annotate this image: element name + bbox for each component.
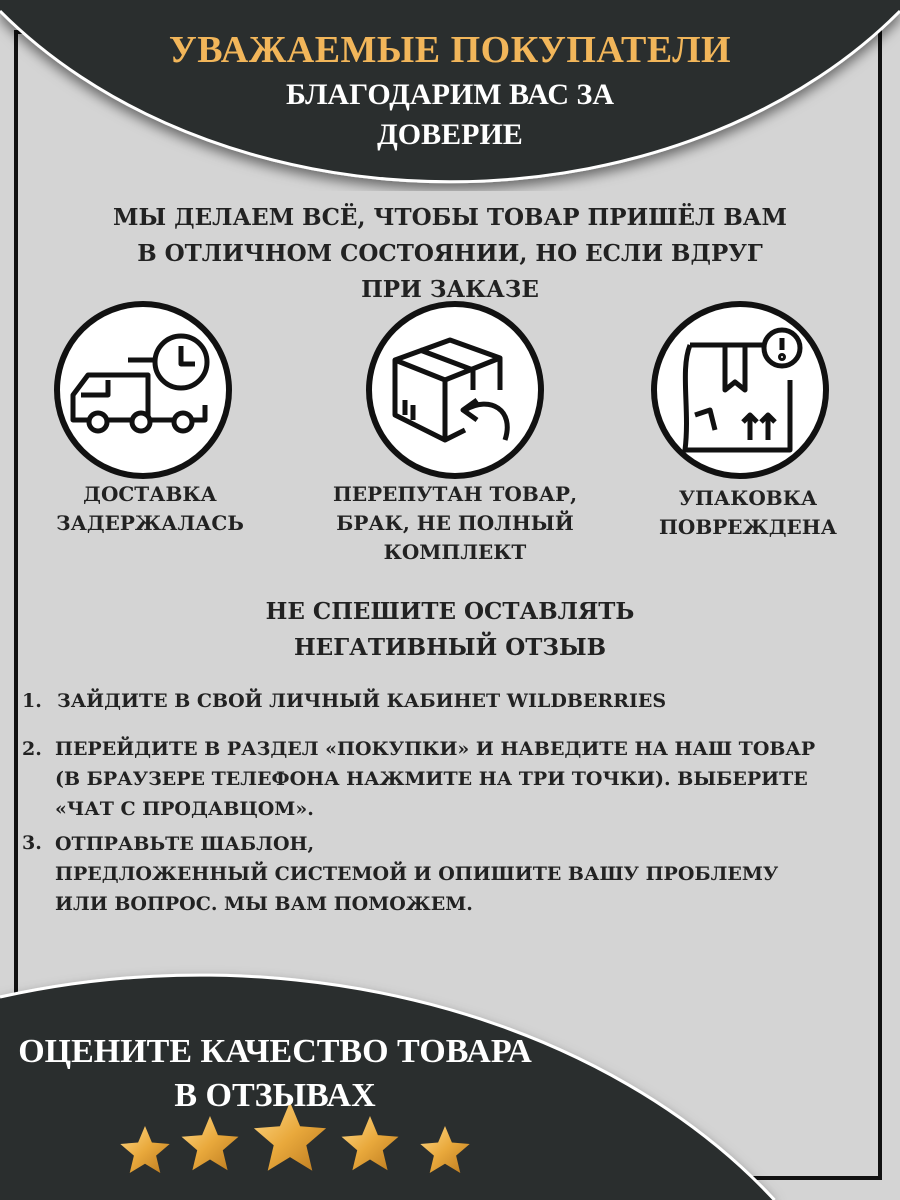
step-line: ОТПРАВЬТЕ ШАБЛОН, (55, 833, 315, 855)
intro-line: В ОТЛИЧНОМ СОСТОЯНИИ, НО ЕСЛИ ВДРУГ (137, 240, 763, 267)
caption-line: ПЕРЕПУТАН ТОВАР, (332, 482, 578, 506)
caption-line: ЗАДЕРЖАЛАСЬ (56, 511, 244, 535)
subtitle-line: БЛАГОДАРИМ ВАС ЗА (285, 78, 615, 111)
step-number: 1. (22, 690, 42, 712)
warning-heading (0, 594, 900, 666)
subtitle-line: ДОВЕРИЕ (377, 118, 523, 151)
step-text (57, 686, 666, 716)
intro-line: ПРИ ЗАКАЗЕ (361, 276, 539, 303)
problem-caption (0, 480, 300, 538)
step-line: ЗАЙДИТЕ В СВОЙ ЛИЧНЫЙ КАБИНЕТ WILDBERRIES (57, 690, 667, 712)
box-return-icon (365, 300, 545, 480)
warning-line: НЕГАТИВНЫЙ ОТЗЫВ (293, 634, 607, 661)
intro-line: МЫ ДЕЛАЕМ ВСЁ, ЧТОБЫ ТОВАР ПРИШЁЛ ВАМ (113, 204, 787, 231)
step-text (55, 734, 815, 824)
caption-line: ПОВРЕЖДЕНА (659, 515, 837, 539)
step-line: «ЧАТ С ПРОДАВЦОМ». (55, 798, 314, 820)
step-line: ПРЕДЛОЖЕННЫЙ СИСТЕМОЙ И ОПИШИТЕ ВАШУ ПРОБЛЕМУ (55, 863, 779, 885)
caption-line: ДОСТАВКА (83, 482, 217, 506)
problem-caption (305, 480, 605, 567)
step-line: ПЕРЕЙДИТЕ В РАЗДЕЛ «ПОКУПКИ» И НАВЕДИТЕ НА НАШ ТОВАР (55, 738, 816, 760)
caption-line: БРАК, НЕ ПОЛНЫЙ (336, 511, 574, 535)
step-line: ИЛИ ВОПРОС. МЫ ВАМ ПОМОЖЕМ. (55, 893, 473, 915)
intro-text (0, 200, 900, 308)
rate-prompt (0, 1030, 550, 1118)
rate-line: ОЦЕНИТЕ КАЧЕСТВО ТОВАРА (18, 1033, 532, 1070)
damaged-package-icon (650, 300, 830, 480)
page-title: УВАЖАЕМЫЕ ПОКУПАТЕЛИ (168, 29, 732, 71)
warning-line: НЕ СПЕШИТЕ ОСТАВЛЯТЬ (265, 598, 635, 625)
delivery-truck-clock-icon (53, 300, 233, 480)
step-number: 2. (22, 738, 42, 760)
step-line: (В БРАУЗЕРЕ ТЕЛЕФОНА НАЖМИТЕ НА ТРИ ТОЧКИ). ВЫБЕРИТЕ (55, 768, 808, 790)
step-text (55, 829, 778, 919)
caption-line: КОМПЛЕКТ (383, 540, 527, 564)
caption-line: УПАКОВКА (678, 486, 818, 510)
rate-line: В ОТЗЫВАХ (174, 1077, 376, 1114)
problem-caption (598, 484, 898, 542)
step-number: 3. (22, 832, 42, 854)
